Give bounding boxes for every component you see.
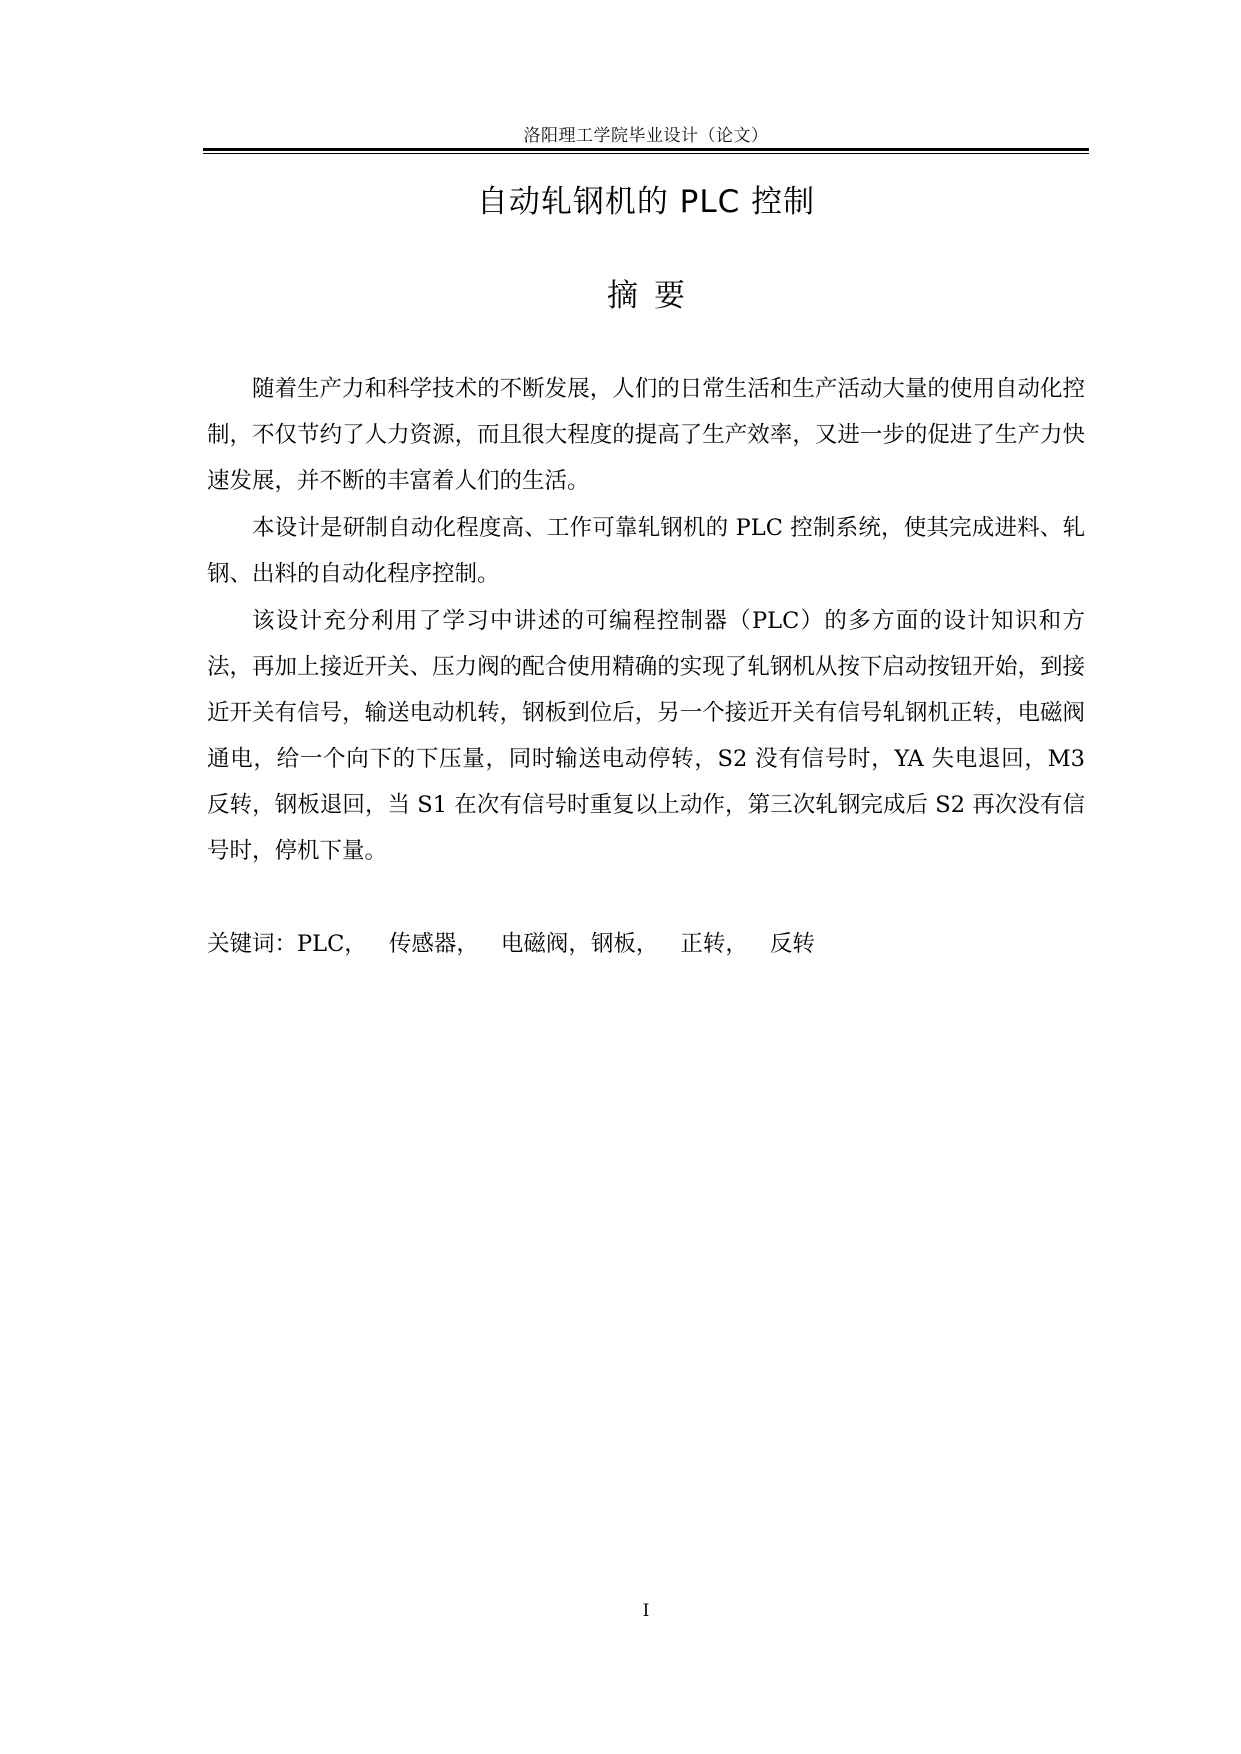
header-rule-thick [203, 148, 1089, 151]
abstract-paragraph-3: 该设计充分利用了学习中讲述的可编程控制器（PLC）的多方面的设计知识和方法，再加上接近开关、压力阀的配合使用精确的实现了轧钢机从按下启动按钮开始，到接近开关有信号，输送电动机转，钢板到位后，另一个接近开关有信号轧钢机正转，电磁阀通电，给一个向下的下压量，同时输送电动停转，S2 没有信号时，YA 失电退回，M3 反转，钢板退回，当 S1 在次有信号时重复以上动作，第三次轧钢完成后 S2 再次没有信号时，停机下量。 [207, 608, 1085, 864]
keyword-item: PLC， [297, 931, 367, 957]
keyword-item: 反转 [769, 931, 815, 957]
keywords-line [207, 921, 1085, 967]
page-number: I [642, 1601, 650, 1621]
keywords-label: 关键词： [207, 931, 298, 957]
keyword-item: 正转， [680, 931, 748, 957]
document-title: 自动轧钢机的 PLC 控制 [476, 184, 816, 220]
abstract-paragraph-1: 随着生产力和科学技术的不断发展，人们的日常生活和生产活动大量的使用自动化控制，不仅节约了人力资源，而且很大程度的提高了生产效率，又进一步的促进了生产力快速发展，并不断的丰富着人们的生活。 [207, 376, 1085, 494]
abstract-paragraph-2: 本设计是研制自动化程度高、工作可靠轧钢机的 PLC 控制系统，使其完成进料、轧钢、出料的自动化程序控制。 [207, 515, 1085, 587]
abstract-heading: 摘要 [607, 278, 701, 314]
header-rule-thin [203, 153, 1089, 154]
keyword-item: 传感器， [388, 931, 479, 957]
abstract-body [207, 366, 1085, 875]
keyword-item: 电磁阀，钢板， [500, 931, 659, 957]
running-header: 洛阳理工学院毕业设计（论文） [523, 126, 769, 146]
